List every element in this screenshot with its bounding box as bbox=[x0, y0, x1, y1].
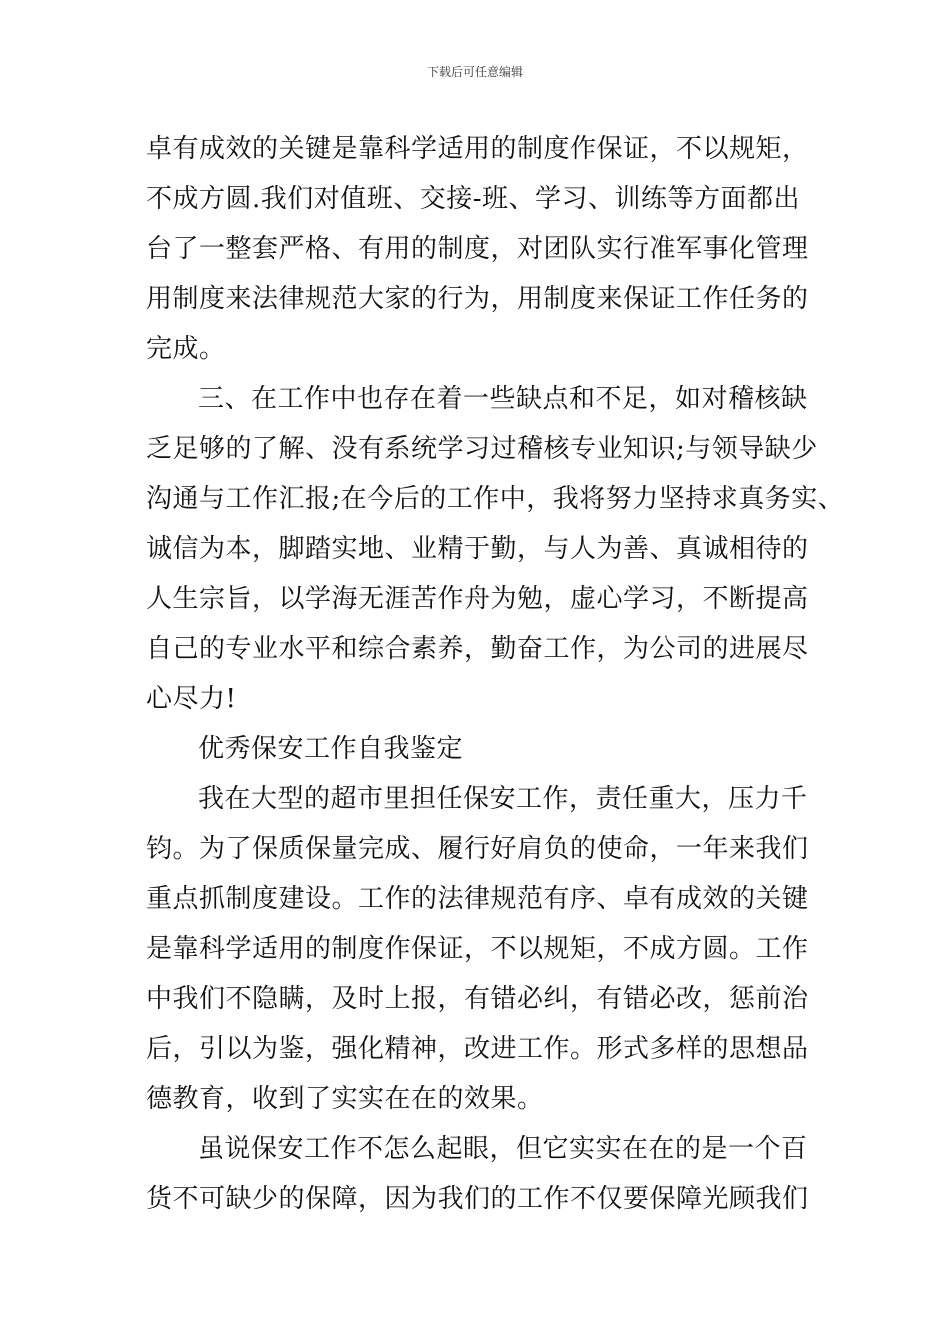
paragraph-start-line: 虽说保安工作不怎么起眼，但它实实在在的是一个百 bbox=[198, 1134, 808, 1164]
text-line: 卓有成效的关键是靠科学适用的制度作保证，不以规矩， bbox=[146, 134, 809, 164]
paragraph-start-line: 三、在工作中也存在着一些缺点和不足，如对稽核缺 bbox=[198, 384, 808, 414]
text-line: 人生宗旨，以学海无涯苦作舟为勉，虚心学习，不断提高 bbox=[146, 584, 809, 614]
text-line: 用制度来法律规范大家的行为，用制度来保证工作任务的 bbox=[146, 284, 809, 314]
text-line: 钧。为了保质保量完成、履行好肩负的使命，一年来我们 bbox=[146, 834, 809, 864]
text-line: 重点抓制度建设。工作的法律规范有序、卓有成效的关键 bbox=[146, 884, 809, 914]
text-line: 完成。 bbox=[146, 334, 226, 364]
document-body bbox=[146, 124, 845, 1224]
text-line: 货不可缺少的保障，因为我们的工作不仅要保障光顾我们 bbox=[146, 1184, 809, 1214]
text-line: 乏足够的了解、没有系统学习过稽核专业知识;与领导缺少 bbox=[146, 434, 818, 464]
text-line: 诚信为本，脚踏实地、业精于勤，与人为善、真诚相待的 bbox=[146, 534, 809, 564]
paragraph-start-line: 我在大型的超市里担任保安工作，责任重大，压力千 bbox=[198, 784, 808, 814]
section-title: 优秀保安工作自我鉴定 bbox=[198, 734, 464, 764]
text-line: 沟通与工作汇报;在今后的工作中，我将努力坚持求真务实、 bbox=[146, 484, 845, 514]
text-line: 心尽力! bbox=[146, 684, 237, 714]
text-line: 不成方圆.我们对值班、交接-班、学习、训练等方面都出 bbox=[146, 184, 801, 214]
text-line: 自己的专业水平和综合素养，勤奋工作，为公司的进展尽 bbox=[146, 634, 809, 664]
text-line: 德教育，收到了实实在在的效果。 bbox=[146, 1084, 544, 1114]
page-header: 下载后可任意编辑 bbox=[426, 65, 523, 79]
text-line: 后，引以为鉴，强化精神，改进工作。形式多样的思想品 bbox=[146, 1034, 809, 1064]
text-line: 中我们不隐瞒，及时上报，有错必纠，有错必改，惩前治 bbox=[146, 984, 809, 1014]
text-line: 是靠科学适用的制度作保证，不以规矩，不成方圆。工作 bbox=[146, 934, 809, 964]
text-line: 台了一整套严格、有用的制度，对团队实行准军事化管理 bbox=[146, 234, 809, 264]
